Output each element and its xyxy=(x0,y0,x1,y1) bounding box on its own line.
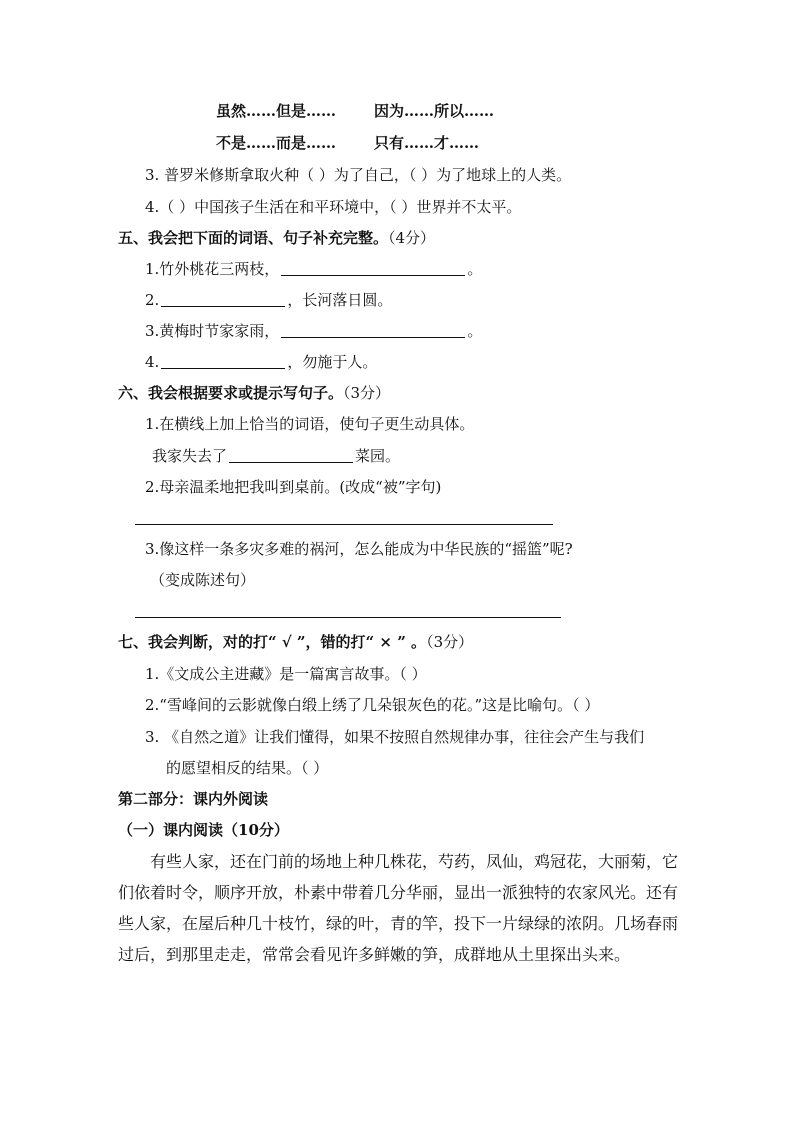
question-item: 1.在横线上加上恰当的词语，使句子更生动具体。 xyxy=(145,415,475,433)
section-score: （3分） xyxy=(426,633,474,651)
connective-row-1 xyxy=(216,101,494,121)
fill-item xyxy=(152,446,400,466)
paragraph-line: 有些人家，还在门前的场地上种几株花，芍药，凤仙，鸡冠花，大丽菊，它 xyxy=(150,852,679,871)
fill-suffix: 。 xyxy=(467,260,483,278)
answer-line[interactable] xyxy=(135,617,561,618)
judge-item: 1.《文成公主进藏》是一篇寓言故事。（ ） xyxy=(145,665,427,683)
answer-blank[interactable] xyxy=(229,446,353,463)
connective-row-2 xyxy=(216,133,479,153)
fill-prefix: 3.黄梅时节家家雨， xyxy=(145,322,280,340)
section-score: （4分） xyxy=(388,229,436,247)
fill-prefix: 2. xyxy=(145,291,160,309)
part-title: 第二部分：课内外阅读 xyxy=(118,790,269,808)
section-score: （3分） xyxy=(343,384,391,402)
fill-suffix: 菜园。 xyxy=(355,447,401,465)
judge-item: 2.“雪峰间的云影就像白缎上绣了几朵银灰色的花。”这是比喻句。（ ） xyxy=(145,696,600,714)
paragraph-line: 们依着时令，顺序开放，朴素中带着几分华丽，显出一派独特的农家风光。还有 xyxy=(118,883,679,902)
fill-suffix: ，勿施于人。 xyxy=(287,353,378,371)
connective: 只有……才…… xyxy=(374,134,480,152)
section-title: 五、我会把下面的词语、句子补充完整。 xyxy=(118,229,389,247)
connective: 不是……而是…… xyxy=(216,134,337,152)
section-heading xyxy=(118,632,473,652)
question-hint: （变成陈述句） xyxy=(150,571,256,589)
judge-item-continued: 的愿望相反的结果。（ ） xyxy=(166,759,329,777)
fill-suffix: 。 xyxy=(467,322,483,340)
judge-item: 3. 《自然之道》让我们懂得，如果不按照自然规律办事，往往会产生与我们 xyxy=(145,728,645,746)
question-item: 3. 普罗米修斯拿取火种（ ）为了自己，（ ）为了地球上的人类。 xyxy=(145,166,572,184)
section-heading xyxy=(118,228,435,248)
question-item: 3.像这样一条多灾多难的祸河，怎么能成为中华民族的“摇篮”呢? xyxy=(145,540,573,558)
answer-line[interactable] xyxy=(135,524,553,525)
fill-prefix: 我家失去了 xyxy=(152,447,228,465)
answer-blank[interactable] xyxy=(281,321,465,338)
connective: 因为……所以…… xyxy=(374,102,495,120)
fill-prefix: 1.竹外桃花三两枝， xyxy=(145,260,280,278)
section-title: 七、我会判断，对的打“ √ ”，错的打“ × ” 。 xyxy=(118,633,427,651)
fill-suffix: ，长河落日圆。 xyxy=(287,291,393,309)
fill-prefix: 4. xyxy=(145,353,160,371)
paragraph-line: 过后，到那里走走，常常会看见许多鲜嫩的笋，成群地从土里探出头来。 xyxy=(118,945,631,964)
fill-item xyxy=(145,352,377,372)
answer-blank[interactable] xyxy=(161,352,285,369)
fill-item xyxy=(145,290,392,310)
answer-blank[interactable] xyxy=(281,259,465,276)
fill-item xyxy=(145,259,482,279)
paragraph-line: 些人家，在屋后种几十枝竹，绿的叶，青的竿，投下一片绿绿的浓阴。几场春雨 xyxy=(118,914,679,933)
section-title: 六、我会根据要求或提示写句子。 xyxy=(118,384,344,402)
fill-item xyxy=(145,321,482,341)
question-item: 4.（ ）中国孩子生活在和平环境中，（ ）世界并不太平。 xyxy=(145,198,522,216)
sub-section-title: （一）课内阅读（10分） xyxy=(118,821,289,839)
section-heading xyxy=(118,383,390,403)
question-item: 2.母亲温柔地把我叫到桌前。(改成“被”字句) xyxy=(145,478,442,496)
connective: 虽然……但是…… xyxy=(216,102,337,120)
answer-blank[interactable] xyxy=(161,290,285,307)
